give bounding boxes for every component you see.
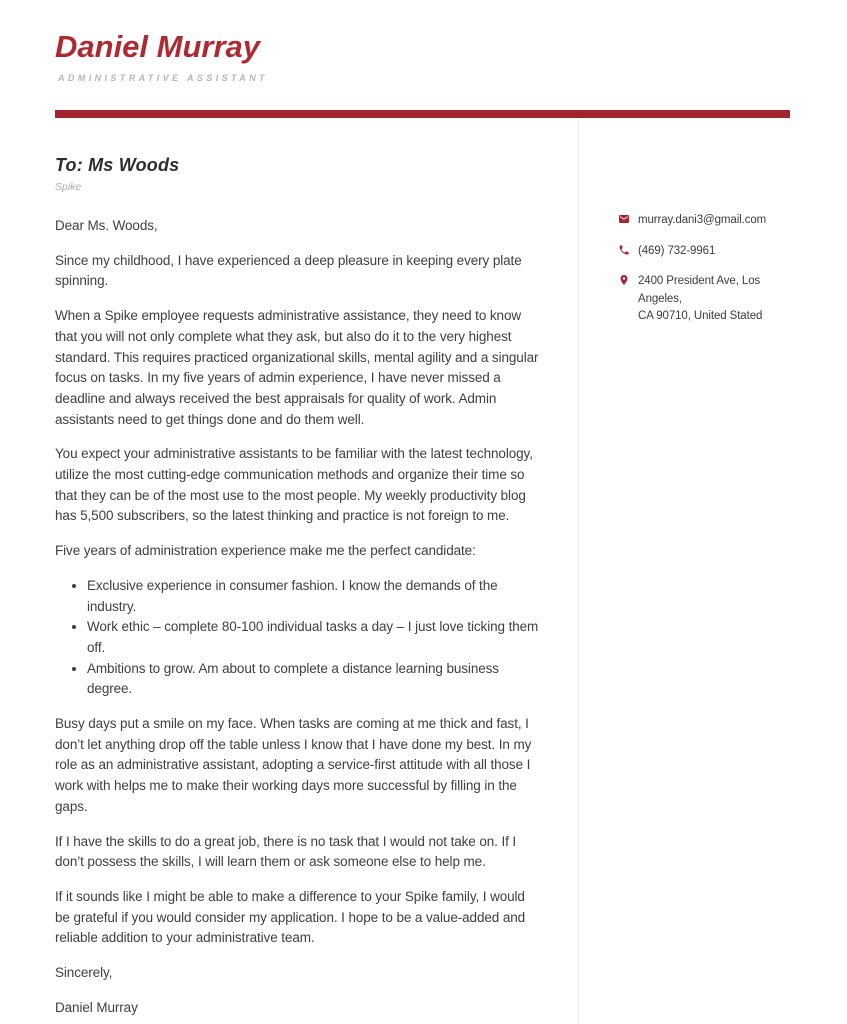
paragraph: Five years of administration experience make me the perfect candidate: [55,543,476,559]
paragraph: If it sounds like I might be able to make a difference to your Spike family, I would be grateful if you would consider my application. I hope to be a value-added and reliable addition to your administrative team. [55,888,526,946]
paragraph: If I have the skills to do a great job, there is no task that I would not take on. If I don’t possess the skills, I will learn them or ask someone else to help me. [55,833,517,870]
recipient-heading: To: Ms Woods [55,155,180,175]
header [55,28,268,83]
contact-address-row [618,273,803,326]
mail-icon [618,213,630,225]
applicant-job-title: ADMINISTRATIVE ASSISTANT [58,73,268,83]
contact-address [638,273,803,326]
contact-sidebar [618,212,803,339]
contact-address-line1: 2400 President Ave, Los Angeles, [638,275,761,305]
contact-address-line2: CA 90710, United Stated [638,310,763,322]
bullet-item: • Work ethic – complete 80-100 individual tasks a day – I just love ticking them off. [87,617,543,658]
accent-bar [55,110,790,118]
applicant-name: Daniel Murray [55,29,261,64]
column-divider [578,118,579,1024]
paragraph: Since my childhood, I have experienced a deep pleasure in keeping every plate spinning. [55,252,522,289]
signoff: Sincerely, [55,965,113,981]
paragraph: You expect your administrative assistants to be familiar with the latest technology, utilize the most cutting-edge communication methods and organize their time so that they can be of the most use to the most people. My weekly productivity blog has 5,500 subscribers, so the latest thinking and practice is not foreign to me. [55,446,533,524]
contact-email-row [618,212,803,230]
salutation: Dear Ms. Woods, [55,218,158,233]
phone-icon [618,244,630,256]
location-pin-icon [618,274,630,286]
letter-body [55,155,543,1019]
bullet-item: • Ambitions to grow. Am about to complete a distance learning business degree. [87,659,543,700]
paragraph: Busy days put a smile on my face. When tasks are coming at me thick and fast, I don’t let anything drop off the table unless I know that I have done my best. In my role as an administrative assistant, adopting a service-first attitude with all those I work with helps me to make their working days more successful by filling in the gaps. [55,716,532,814]
contact-phone: (469) 732-9961 [638,244,716,257]
contact-email: murray.dani3@gmail.com [638,214,767,226]
bullet-item: • Exclusive experience in consumer fashion. I know the demands of the industry. [87,576,543,617]
bullet-list [55,576,543,700]
paragraph: When a Spike employee requests administrative assistance, they need to know that you will not only complete what they ask, but also do it to the very highest standard. This requires practiced organizational skills, mental agility and a singular focus on tasks. In my five years of admin experience, I have never missed a deadline and always received the best appraisals for quality of work. Admin assistants need to get things done and do them well. [55,308,539,427]
signature: Daniel Murray [55,999,138,1015]
contact-phone-row [618,243,803,261]
company-name: Spike [55,181,82,193]
